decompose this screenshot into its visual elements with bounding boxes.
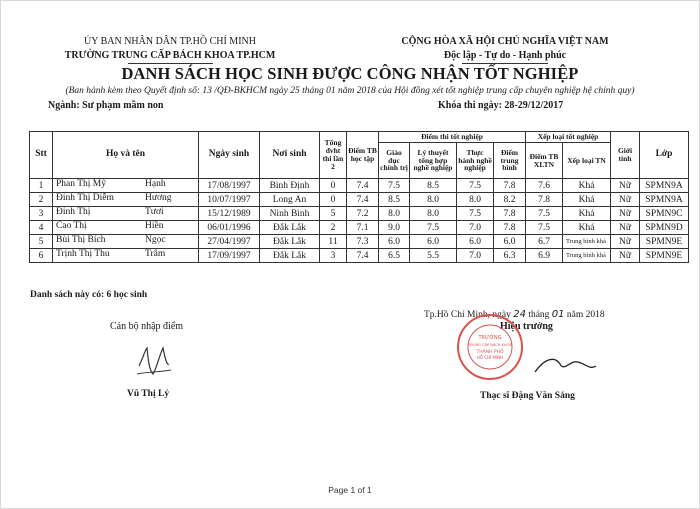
cell-gpa: 7.4 xyxy=(347,193,379,207)
cell-class: SPMN9C xyxy=(640,207,689,221)
cell-gender: Nữ xyxy=(611,249,640,263)
cell-rank: Trung bình khá xyxy=(563,249,611,263)
cell-practice: 7.0 xyxy=(457,249,494,263)
cell-grad-avg: 7.6 xyxy=(526,179,563,193)
col-avg: Điểm trung bình xyxy=(494,143,526,179)
cell-name xyxy=(53,235,199,249)
cell-gpa: 7.4 xyxy=(347,179,379,193)
cell-name xyxy=(53,193,199,207)
first-name: Hiền xyxy=(145,221,164,231)
stamp-text-2: TRUNG CẤP BÁCH KHOA xyxy=(468,343,512,347)
national-motto: Độc lập - Tự do - Hạnh phúc xyxy=(443,50,567,61)
cell-class: SPMN9E xyxy=(640,249,689,263)
cell-avg: 7.8 xyxy=(494,221,526,235)
col-politics: Giáo dục chính trị xyxy=(379,143,410,179)
principal-title: Hiệu trưởng xyxy=(500,321,553,332)
clerk-signature-icon xyxy=(133,338,173,383)
cell-theory: 7.5 xyxy=(410,221,457,235)
last-name: Trịnh Thị Thu xyxy=(56,249,110,259)
cell-gender: Nữ xyxy=(611,207,640,221)
cell-class: SPMN9A xyxy=(640,179,689,193)
col-dob: Ngày sinh xyxy=(199,132,260,179)
last-name: Đinh Thị xyxy=(56,207,91,217)
table-row xyxy=(30,179,689,193)
student-count: Danh sách này có: 6 học sinh xyxy=(30,290,148,300)
col-rank-group: Xếp loại tốt nghiệp xyxy=(526,132,611,143)
first-name: Trâm xyxy=(145,249,166,259)
cell-dob: 15/12/1989 xyxy=(199,207,260,221)
first-name: Tươi xyxy=(145,207,164,217)
cell-gender: Nữ xyxy=(611,221,640,235)
cell-grad-avg: 7.8 xyxy=(526,193,563,207)
cell-stt: 5 xyxy=(30,235,53,249)
cell-dob: 17/08/1997 xyxy=(199,179,260,193)
cell-stt: 6 xyxy=(30,249,53,263)
clerk-title: Cán bộ nhập điểm xyxy=(110,321,184,332)
graduates-table xyxy=(29,131,689,263)
cell-gender: Nữ xyxy=(611,179,640,193)
month-word: tháng xyxy=(528,310,550,320)
last-name: Đinh Thị Diễm xyxy=(56,193,114,203)
signing-day: 24 xyxy=(513,309,526,320)
col-rank: Xếp loại TN xyxy=(563,143,611,179)
cell-politics: 8.0 xyxy=(379,207,410,221)
cell-pob: Long An xyxy=(260,193,320,207)
cell-rank: Khá xyxy=(563,221,611,235)
col-practice: Thực hành nghề nghiệp xyxy=(457,143,494,179)
cell-gpa: 7.2 xyxy=(347,207,379,221)
principal-name: Thạc sĩ Đặng Văn Sáng xyxy=(480,391,575,401)
col-stt: Stt xyxy=(30,132,53,179)
cell-avg: 7.8 xyxy=(494,179,526,193)
cell-class: SPMN9A xyxy=(640,193,689,207)
col-grad-avg: Điểm TB XLTN xyxy=(526,143,563,179)
cell-practice: 7.5 xyxy=(457,207,494,221)
cell-name xyxy=(53,249,199,263)
stamp-text-3: THÀNH PHỐ xyxy=(476,350,504,355)
table-row xyxy=(30,207,689,221)
page-footer: Page 1 of 1 xyxy=(328,485,372,495)
cell-avg: 8.2 xyxy=(494,193,526,207)
cell-units: 5 xyxy=(320,207,347,221)
table-row xyxy=(30,193,689,207)
col-pob: Nơi sinh xyxy=(260,132,320,179)
cell-grad-avg: 6.9 xyxy=(526,249,563,263)
cell-rank: Trung bình khá xyxy=(563,235,611,249)
col-theory: Lý thuyết tổng hợp nghề nghiệp xyxy=(410,143,457,179)
cell-class: SPMN9E xyxy=(640,235,689,249)
cell-theory: 5.5 xyxy=(410,249,457,263)
cell-theory: 8.0 xyxy=(410,207,457,221)
cell-class: SPMN9D xyxy=(640,221,689,235)
cell-politics: 9.0 xyxy=(379,221,410,235)
cell-gender: Nữ xyxy=(611,193,640,207)
cell-stt: 1 xyxy=(30,179,53,193)
table-row xyxy=(30,221,689,235)
cell-pob: Bình Định xyxy=(260,179,320,193)
table-row xyxy=(30,249,689,263)
cell-name xyxy=(53,207,199,221)
cell-units: 11 xyxy=(320,235,347,249)
cell-gpa: 7.3 xyxy=(347,235,379,249)
cell-avg: 7.8 xyxy=(494,207,526,221)
cell-grad-avg: 7.5 xyxy=(526,207,563,221)
cell-name xyxy=(53,179,199,193)
cell-pob: Đắk Lắk xyxy=(260,221,320,235)
last-name: Bùi Thị Bích xyxy=(56,235,106,245)
signing-year: năm 2018 xyxy=(566,310,605,320)
cell-practice: 6.0 xyxy=(457,235,494,249)
cell-theory: 8.5 xyxy=(410,179,457,193)
principal-signature-icon xyxy=(530,350,600,385)
cell-gpa: 7.1 xyxy=(347,221,379,235)
cell-practice: 7.0 xyxy=(457,221,494,235)
major-label: Ngành: Sư phạm mầm non xyxy=(48,100,164,111)
cell-pob: Đắk Lắk xyxy=(260,249,320,263)
cell-politics: 8.5 xyxy=(379,193,410,207)
table-row xyxy=(30,235,689,249)
cell-dob: 06/01/1996 xyxy=(199,221,260,235)
school-name: TRƯỜNG TRUNG CẤP BÁCH KHOA TP.HCM xyxy=(64,50,276,61)
clerk-name: Vũ Thị Lý xyxy=(127,389,170,399)
cell-stt: 2 xyxy=(30,193,53,207)
exam-period: Khóa thi ngày: 28-29/12/2017 xyxy=(438,100,564,111)
stamp-text-4: HỒ CHÍ MINH xyxy=(476,355,504,360)
cell-grad-avg: 6.7 xyxy=(526,235,563,249)
cell-stt: 4 xyxy=(30,221,53,235)
cell-avg: 6.3 xyxy=(494,249,526,263)
cell-practice: 7.5 xyxy=(457,179,494,193)
school-stamp-icon xyxy=(455,312,525,382)
cell-name xyxy=(53,221,199,235)
col-class: Lớp xyxy=(640,132,689,179)
first-name: Ngọc xyxy=(145,235,166,245)
cell-units: 3 xyxy=(320,249,347,263)
cell-rank: Khá xyxy=(563,207,611,221)
last-name: Phan Thị Mỹ xyxy=(56,179,106,189)
cell-stt: 3 xyxy=(30,207,53,221)
cell-dob: 17/09/1997 xyxy=(199,249,260,263)
cell-politics: 7.5 xyxy=(379,179,410,193)
last-name: Cao Thị xyxy=(56,221,87,231)
col-gender: Giới tính xyxy=(611,132,640,179)
col-exam-group: Điểm thi tốt nghiệp xyxy=(379,132,526,143)
cell-theory: 6.0 xyxy=(410,235,457,249)
cell-gender: Nữ xyxy=(611,235,640,249)
document-title: DANH SÁCH HỌC SINH ĐƯỢC CÔNG NHẬN TỐT NGHIỆP xyxy=(121,64,579,83)
first-name: Hương xyxy=(145,193,172,203)
cell-pob: Đắk Lắk xyxy=(260,235,320,249)
cell-dob: 27/04/1997 xyxy=(199,235,260,249)
cell-units: 0 xyxy=(320,179,347,193)
cell-practice: 8.0 xyxy=(457,193,494,207)
cell-politics: 6.0 xyxy=(379,235,410,249)
place-prefix: Tp.Hồ Chí Minh, ngày xyxy=(424,310,511,320)
committee-name: ỦY BAN NHÂN DÂN TP.HỒ CHÍ MINH xyxy=(84,36,256,47)
cell-rank: Khá xyxy=(563,193,611,207)
document-subtitle: (Ban hành kèm theo Quyết định số: 13 /QĐ-BKHCM ngày 25 tháng 01 năm 2018 của Hội đồng xét tốt nghiệp trung cấp chuyên nghiệp hệ chính quy) xyxy=(65,86,635,96)
republic-name: CỘNG HÒA XÃ HỘI CHỦ NGHĨA VIỆT NAM xyxy=(401,36,609,47)
cell-politics: 6.5 xyxy=(379,249,410,263)
cell-units: 0 xyxy=(320,193,347,207)
cell-theory: 8.0 xyxy=(410,193,457,207)
cell-grad-avg: 7.5 xyxy=(526,221,563,235)
stamp-text-1: TRƯỜNG xyxy=(478,335,502,341)
cell-gpa: 7.4 xyxy=(347,249,379,263)
first-name: Hạnh xyxy=(145,179,166,189)
col-total-units: Tổng đvht thi lần 2 xyxy=(320,132,347,179)
cell-rank: Khá xyxy=(563,179,611,193)
cell-pob: Ninh Bình xyxy=(260,207,320,221)
cell-avg: 6.0 xyxy=(494,235,526,249)
signing-month: 01 xyxy=(551,309,565,320)
cell-dob: 10/07/1997 xyxy=(199,193,260,207)
col-gpa: Điểm TB học tập xyxy=(347,132,379,179)
col-name: Họ và tên xyxy=(53,132,199,179)
cell-units: 2 xyxy=(320,221,347,235)
